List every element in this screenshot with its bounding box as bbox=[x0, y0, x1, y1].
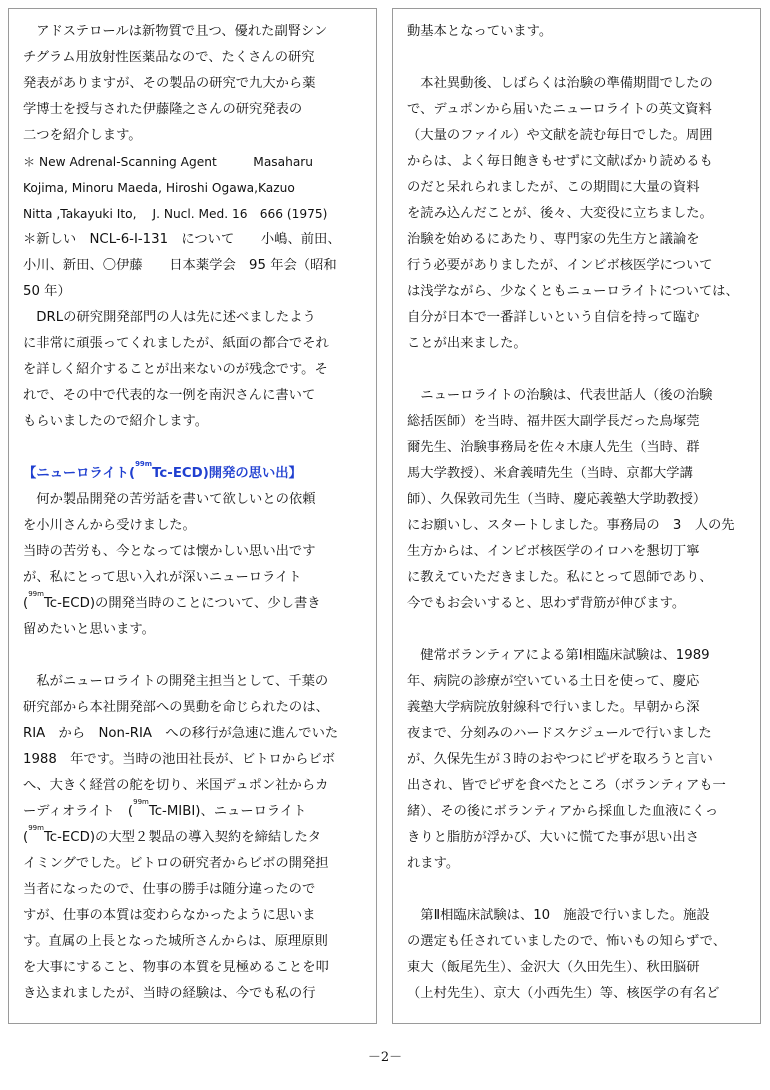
text-line: アドステロールは新物質で且つ、優れた副腎シン bbox=[23, 24, 328, 39]
superscript: 99m bbox=[28, 591, 44, 598]
text-fragment: ( bbox=[23, 830, 29, 845]
text-fragment: ーディオライト ( bbox=[23, 804, 134, 819]
text-line: 今でもお会いすると、思わず背筋が伸びます。 bbox=[407, 596, 686, 611]
text-line: 緒）、その後にボランティアから採血した血液にくっ bbox=[407, 804, 719, 819]
text-line: 私がニューロライトの開発主担当として、千葉の bbox=[23, 674, 329, 689]
text-line: 二つを紹介します。 bbox=[23, 128, 142, 143]
section-heading bbox=[23, 461, 370, 487]
text-line: を小川さんから受けました。 bbox=[23, 518, 196, 533]
text-line: 健常ボランティアによる第Ⅰ相臨床試験は、1989 bbox=[407, 648, 710, 663]
reference-line: ＊新しい NCL-6-I-131 について 小嶋、前田、 bbox=[23, 232, 341, 247]
text-line: 総括医師）を当時、福井医大副学長だった鳥塚莞 bbox=[407, 414, 700, 429]
text-line: に非常に頑張ってくれましたが、紙面の都合でそれ bbox=[23, 336, 329, 351]
text-line: 爾先生、治験事務局を佐々木康人先生（当時、群 bbox=[407, 440, 700, 455]
text-line: もらいましたので紹介します。 bbox=[23, 414, 209, 429]
continuation-paragraph bbox=[407, 19, 754, 45]
paragraph-gap bbox=[407, 877, 754, 903]
text-line: チグラム用放射性医薬品なので、たくさんの研究 bbox=[23, 50, 315, 65]
drl-paragraph bbox=[23, 305, 370, 435]
text-line: イミングでした。ビトロの研究者からビボの開発担 bbox=[23, 856, 329, 871]
text-line: 馬大学教授）、米倉義晴先生（当時、京都大学講 bbox=[407, 466, 693, 481]
intro-paragraph bbox=[23, 19, 370, 149]
text-fragment: Tc-MIBI)、ニューロライト bbox=[148, 804, 307, 819]
text-line: 義塾大学病院放射線科で行いました。早朝から深 bbox=[407, 700, 700, 715]
text-line: 年、病院の診療が空いている土日を使って、慶応 bbox=[407, 674, 700, 689]
paragraph-gap bbox=[23, 435, 370, 461]
text-line: すが、仕事の本質は変わらなかったように思いま bbox=[23, 908, 316, 923]
text-line: 当者になったので、仕事の勝手は随分違ったので bbox=[23, 882, 316, 897]
text-fragment: Tc-ECD)の大型２製品の導入契約を締結したタ bbox=[43, 830, 322, 845]
text-line: からは、よく毎日飽きもせずに文献ばかり読めるも bbox=[407, 154, 713, 169]
text-fragment: Tc-ECD)の開発当時のことについて、少し書き bbox=[43, 596, 321, 611]
paragraph-gap bbox=[407, 617, 754, 643]
text-line: ことが出来ました。 bbox=[407, 336, 527, 351]
paragraph-document-study bbox=[407, 71, 754, 357]
text-line: 第Ⅱ相臨床試験は、10 施設で行いました。施設 bbox=[407, 908, 710, 923]
reference-line: 50 年） bbox=[23, 284, 71, 299]
paragraph-trial-team bbox=[407, 383, 754, 617]
text-line: す。直属の上長となった城所さんからは、原理原則 bbox=[23, 934, 328, 949]
reference-line: Nitta ,Takayuki Ito, J. Nucl. Med. 16 666 (1975) bbox=[23, 207, 328, 221]
text-line: 本社異動後、しばらくは治験の準備期間でしたの bbox=[407, 76, 713, 91]
right-column bbox=[392, 8, 761, 1024]
heading-suffix: Tc-ECD)開発の思い出】 bbox=[152, 466, 302, 481]
text-line: ニューロライトの治験は、代表世話人（後の治験 bbox=[407, 388, 713, 403]
text-line: （上村先生）、京大（小西先生）等、核医学の有名ど bbox=[407, 986, 720, 1001]
transfer-paragraph bbox=[23, 669, 370, 1007]
superscript: 99m bbox=[28, 825, 44, 832]
superscript: 99m bbox=[133, 799, 149, 806]
text-line: RIA から Non-RIA への移行が急速に進んでいた bbox=[23, 726, 339, 741]
reference-line: 小川、新田、〇伊藤 日本薬学会 95 年会（昭和 bbox=[23, 258, 337, 273]
text-line: を大事にすること、物事の本質を見極めることを叩 bbox=[23, 960, 329, 975]
text-line bbox=[23, 825, 370, 851]
paragraph-phase1 bbox=[407, 643, 754, 877]
left-column bbox=[8, 8, 377, 1024]
text-line: 研究部から本社開発部への異動を命じられたのは、 bbox=[23, 700, 329, 715]
text-line: 夜まで、分刻みのハードスケジュールで行いました bbox=[407, 726, 712, 741]
text-line: き込まれましたが、当時の経験は、今でも私の行 bbox=[23, 986, 316, 1001]
heading-superscript: 99m bbox=[135, 461, 153, 468]
text-line: のだと呆れられましたが、この期間に大量の資料 bbox=[407, 180, 700, 195]
paragraph-gap bbox=[23, 643, 370, 669]
text-line: 東大（飯尾先生）、金沢大（久田先生）、秋田脳研 bbox=[407, 960, 700, 975]
text-line: 治験を始めるにあたり、専門家の先生方と議論を bbox=[407, 232, 700, 247]
text-line: に教えていただきました。私にとって恩師であり、 bbox=[407, 570, 713, 585]
heading-prefix: 【ニューロライト( bbox=[23, 466, 136, 481]
text-line: 1988 年です。当時の池田社長が、ビトロからビボ bbox=[23, 752, 336, 767]
text-line: れます。 bbox=[407, 856, 460, 871]
text-line: 行う必要がありましたが、インビボ核医学について bbox=[407, 258, 713, 273]
text-line: を詳しく紹介することが出来ないのが残念です。そ bbox=[23, 362, 328, 377]
text-line: 師）、久保敦司先生（当時、慶応義塾大学助教授） bbox=[407, 492, 707, 507]
text-line: 出され、皆でピザを食べたところ（ボランティアも一 bbox=[407, 778, 726, 793]
text-line: が、久保先生が３時のおやつにピザを取ろうと言い bbox=[407, 752, 713, 767]
text-line: を読み込んだことが、後々、大変役に立ちました。 bbox=[407, 206, 713, 221]
references-list bbox=[23, 149, 370, 305]
paragraph-gap bbox=[407, 45, 754, 71]
text-line: 留めたいと思います。 bbox=[23, 622, 155, 637]
reference-line: ＊ New Adrenal-Scanning Agent Masaharu bbox=[23, 155, 314, 169]
text-line: へ、大きく経営の舵を切り、米国デュポン社からカ bbox=[23, 778, 329, 793]
text-line bbox=[23, 799, 370, 825]
text-line: 学博士を授与された伊藤隆之さんの研究発表の bbox=[23, 102, 303, 117]
text-line: DRLの研究開発部門の人は先に述べましたよう bbox=[23, 310, 316, 325]
text-line: 生方からは、インビボ核医学のイロハを懇切丁寧 bbox=[407, 544, 700, 559]
text-line bbox=[23, 591, 370, 617]
text-line: は浅学ながら、少なくともニューロライトについては、 bbox=[407, 284, 739, 299]
text-line: が、私にとって思い入れが深いニューロライト bbox=[23, 570, 302, 585]
text-line: 発表がありますが、その製品の研究で九大から薬 bbox=[23, 76, 316, 91]
paragraph-gap bbox=[407, 357, 754, 383]
text-line: れで、その中で代表的な一例を南沢さんに書いて bbox=[23, 388, 316, 403]
request-paragraph bbox=[23, 487, 370, 643]
text-line: の選定も任されていましたので、怖いもの知らずで、 bbox=[407, 934, 726, 949]
text-fragment: ( bbox=[23, 596, 29, 611]
reference-line: Kojima, Minoru Maeda, Hiroshi Ogawa,Kazuo bbox=[23, 181, 295, 195]
text-line: で、デュポンから届いたニューロライトの英文資料 bbox=[407, 102, 712, 117]
text-line: 自分が日本で一番詳しいという自信を持って臨む bbox=[407, 310, 700, 325]
text-line: 当時の苦労も、今となっては懐かしい思い出です bbox=[23, 544, 316, 559]
text-line: （大量のファイル）や文献を読む毎日でした。周囲 bbox=[407, 128, 713, 143]
text-line: 動基本となっています。 bbox=[407, 24, 553, 39]
page-number: －2－ bbox=[367, 1050, 403, 1065]
paragraph-phase2 bbox=[407, 903, 754, 1007]
text-line: 何か製品開発の苦労話を書いて欲しいとの依頼 bbox=[23, 492, 316, 507]
text-line: にお願いし、スタートしました。事務局の 3 人の先 bbox=[407, 518, 735, 533]
text-line: きりと脂肪が浮かび、大いに慌てた事が思い出さ bbox=[407, 830, 699, 845]
